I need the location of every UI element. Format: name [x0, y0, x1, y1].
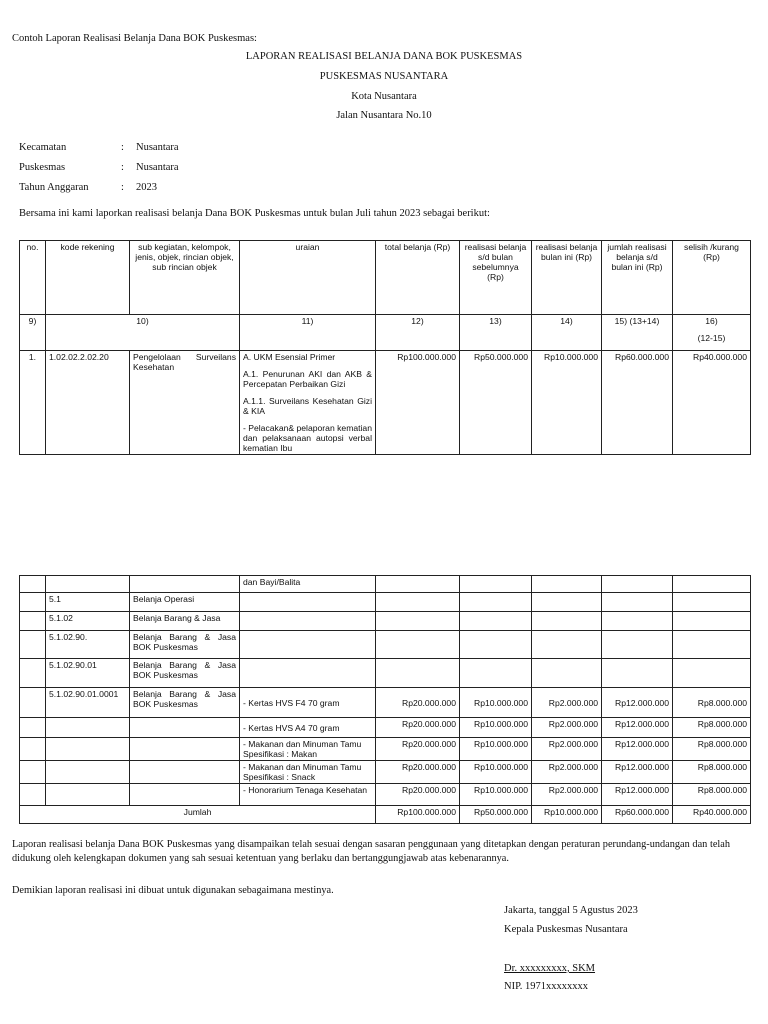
row-total: Rp20.000.000	[376, 784, 460, 806]
row-kode: 5.1.02.90.01.0001	[46, 688, 130, 718]
row-total: Rp20.000.000	[376, 688, 460, 718]
row-sebelum: Rp50.000.000	[460, 351, 532, 455]
colnum-9: 9)	[20, 315, 46, 351]
lead-text: Bersama ini kami laporkan realisasi belanja Dana BOK Puskesmas untuk bulan Juli tahun 2023 sebagai berikut:	[19, 208, 490, 219]
signature-place-date: Jakarta, tanggal 5 Agustus 2023	[504, 905, 638, 916]
uraian-line: A.1.1. Surveilans Kesehatan Gizi & KIA	[243, 396, 372, 416]
closing-statement: Demikian laporan realisasi ini dibuat untuk digunakan sebagaimana mestinya.	[12, 885, 334, 896]
row-selisih: Rp8.000.000	[673, 761, 751, 784]
table-row	[20, 688, 751, 718]
address: Jalan Nusantara No.10	[336, 110, 432, 121]
row-kode: 5.1.02.90.	[46, 631, 130, 659]
row-jumlah: Rp12.000.000	[602, 784, 673, 806]
table-row	[20, 659, 751, 688]
meta-label-puskesmas: Puskesmas	[19, 162, 66, 173]
meta-value-tahun: 2023	[136, 182, 157, 193]
header-sub: sub kegiatan, kelompok, jenis, objek, rincian objek, sub rincian objek	[130, 241, 240, 315]
row-selisih: Rp8.000.000	[673, 738, 751, 761]
total-sebelum: Rp50.000.000	[460, 806, 532, 824]
total-total: Rp100.000.000	[376, 806, 460, 824]
colnum-11: 11)	[240, 315, 376, 351]
row-sub: Belanja Barang & Jasa	[130, 612, 240, 631]
report-title: LAPORAN REALISASI BELANJA DANA BOK PUSKESMAS	[245, 51, 523, 62]
header-uraian: uraian	[240, 241, 376, 315]
row-uraian: - Makanan dan Minuman Tamu Spesifikasi : Makan	[240, 738, 376, 761]
table-row	[20, 593, 751, 612]
table-row	[20, 761, 751, 784]
row-sub: Belanja Operasi	[130, 593, 240, 612]
header-jumlah: jumlah realisasi belanja s/d bulan ini (Rp)	[602, 241, 673, 315]
row-kode: 5.1.02.90.01	[46, 659, 130, 688]
row-uraian	[240, 351, 376, 455]
row-jumlah: Rp12.000.000	[602, 738, 673, 761]
row-sebelum: Rp10.000.000	[460, 718, 532, 738]
row-uraian: - Makanan dan Minuman Tamu Spesifikasi : Snack	[240, 761, 376, 784]
header-total: total belanja (Rp)	[376, 241, 460, 315]
signature-name: Dr. xxxxxxxxx, SKM	[504, 963, 596, 974]
row-no: 1.	[20, 351, 46, 455]
intro-text: Contoh Laporan Realisasi Belanja Dana BOK Puskesmas:	[12, 33, 257, 44]
row-bulan-ini: Rp2.000.000	[532, 784, 602, 806]
table-row	[20, 612, 751, 631]
row-bulan-ini: Rp2.000.000	[532, 738, 602, 761]
row-selisih: Rp8.000.000	[673, 688, 751, 718]
colnum-16-formula: (12-15)	[697, 333, 726, 343]
row-sub: Pengelolaan Surveilans Kesehatan	[130, 351, 240, 455]
table-row	[20, 631, 751, 659]
row-bulan-ini: Rp2.000.000	[532, 718, 602, 738]
total-selisih: Rp40.000.000	[673, 806, 751, 824]
meta-value-puskesmas: Nusantara	[136, 162, 179, 173]
colnum-13: 13)	[460, 315, 532, 351]
row-sebelum: Rp10.000.000	[460, 761, 532, 784]
row-total: Rp20.000.000	[376, 761, 460, 784]
colnum-14: 14)	[532, 315, 602, 351]
row-selisih: Rp8.000.000	[673, 784, 751, 806]
row-sebelum: Rp10.000.000	[460, 738, 532, 761]
meta-label-kecamatan: Kecamatan	[19, 142, 67, 153]
table-row	[20, 718, 751, 738]
table-row	[20, 576, 751, 593]
row-bulan-ini: Rp2.000.000	[532, 688, 602, 718]
header-sebelum: realisasi belanja s/d bulan sebelumnya (Rp)	[460, 241, 532, 315]
meta-label-tahun: Tahun Anggaran	[19, 182, 89, 193]
signature-position: Kepala Puskesmas Nusantara	[504, 924, 628, 935]
row-uraian-continuation: dan Bayi/Balita	[240, 576, 376, 593]
colnum-16	[673, 315, 751, 351]
total-bulan-ini: Rp10.000.000	[532, 806, 602, 824]
row-sebelum: Rp10.000.000	[460, 688, 532, 718]
row-sub: Belanja Barang & Jasa BOK Puskesmas	[130, 631, 240, 659]
row-jumlah: Rp12.000.000	[602, 688, 673, 718]
colnum-10: 10)	[46, 315, 240, 351]
header-no: no.	[20, 241, 46, 315]
uraian-line: - Pelacakan& pelaporan kematian dan pelaksanaan autopsi verbal kematian Ibu	[243, 423, 372, 453]
row-total: Rp100.000.000	[376, 351, 460, 455]
table-row	[20, 351, 751, 455]
meta-sep: :	[121, 162, 124, 173]
row-sub: Belanja Barang & Jasa BOK Puskesmas	[130, 688, 240, 718]
row-sebelum: Rp10.000.000	[460, 784, 532, 806]
city-name: Kota Nusantara	[351, 91, 417, 102]
colnum-16-label: 16)	[705, 316, 718, 326]
row-total: Rp20.000.000	[376, 738, 460, 761]
signature-nip: NIP. 1971xxxxxxxx	[504, 981, 589, 992]
table-header-row	[20, 241, 751, 315]
meta-sep: :	[121, 182, 124, 193]
header-bulan-ini: realisasi belanja bulan ini (Rp)	[532, 241, 602, 315]
meta-value-kecamatan: Nusantara	[136, 142, 179, 153]
row-bulan-ini: Rp2.000.000	[532, 761, 602, 784]
total-jumlah: Rp60.000.000	[602, 806, 673, 824]
column-number-row	[20, 315, 751, 351]
row-bulan-ini: Rp10.000.000	[532, 351, 602, 455]
uraian-line: A.1. Penurunan AKI dan AKB & Percepatan Perbaikan Gizi	[243, 369, 372, 389]
row-total: Rp20.000.000	[376, 718, 460, 738]
row-jumlah: Rp12.000.000	[602, 761, 673, 784]
total-label: Jumlah	[20, 806, 376, 824]
row-kode: 5.1	[46, 593, 130, 612]
colnum-12: 12)	[376, 315, 460, 351]
meta-sep: :	[121, 142, 124, 153]
row-uraian: - Kertas HVS A4 70 gram	[240, 718, 376, 738]
row-kode: 1.02.02.2.02.20	[46, 351, 130, 455]
closing-paragraph: Laporan realisasi belanja Dana BOK Puskesmas yang disampaikan telah sesuai dengan sasaran penggunaan yang ditetapkan dengan peraturan perundang-undangan dan telah didukung oleh kelengkapan dokumen yang sah sesuai ketentuan yang berlaku dan bertanggungjawab atas kebenarannya.	[12, 839, 730, 864]
row-uraian: - Kertas HVS F4 70 gram	[240, 688, 376, 718]
colnum-15: 15) (13+14)	[602, 315, 673, 351]
table-row	[20, 738, 751, 761]
uraian-line: A. UKM Esensial Primer	[243, 352, 336, 362]
report-table-part-2	[19, 575, 751, 824]
row-selisih: Rp40.000.000	[673, 351, 751, 455]
puskesmas-name: PUSKESMAS NUSANTARA	[319, 71, 449, 82]
row-sub: Belanja Barang & Jasa BOK Puskesmas	[130, 659, 240, 688]
row-jumlah: Rp12.000.000	[602, 718, 673, 738]
report-table-part-1	[19, 240, 751, 455]
header-selisih: selisih /kurang (Rp)	[673, 241, 751, 315]
row-jumlah: Rp60.000.000	[602, 351, 673, 455]
table-row	[20, 784, 751, 806]
header-kode: kode rekening	[46, 241, 130, 315]
row-uraian: - Honorarium Tenaga Kesehatan	[240, 784, 376, 806]
total-row	[20, 806, 751, 824]
row-kode: 5.1.02	[46, 612, 130, 631]
row-selisih: Rp8.000.000	[673, 718, 751, 738]
